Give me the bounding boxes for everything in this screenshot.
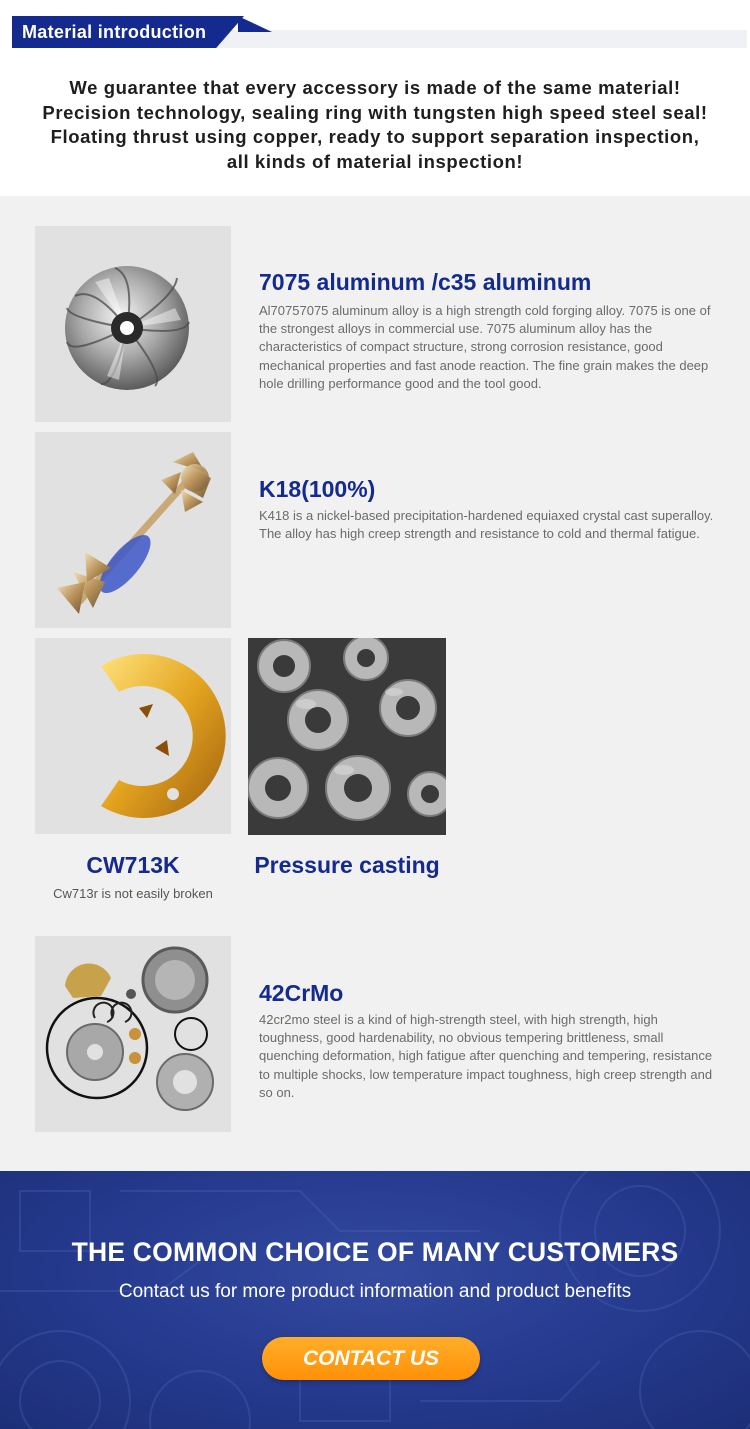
pressure-casting-image — [248, 638, 446, 835]
material-desc-7075: Al70757075 aluminum alloy is a high strength cold forging alloy. 7075 is one of the strongest alloys in commercial use. 7075 aluminum alloy has the characteristics of compact structure, strong corrosion resistance, good mechanical properties and fast anode reaction. The fine grain makes the deep hole drilling performance good and the tool good. — [259, 303, 711, 391]
contact-banner — [0, 1171, 750, 1429]
title-bar-strip — [212, 30, 747, 48]
turbine-shaft-image — [35, 432, 231, 628]
banner-title: THE COMMON CHOICE OF MANY CUSTOMERS — [71, 1237, 679, 1267]
material-title-7075: 7075 aluminum /c35 aluminum — [259, 269, 592, 295]
compressor-wheel-image — [35, 226, 231, 422]
intro-text: We guarantee that every accessory is made of the same material! Precision technology, sealing ring with tungsten high speed steel seal! Floating thrust using copper, ready to support separation inspection, all kinds of material inspection! — [42, 77, 708, 172]
contact-us-button[interactable]: CONTACT US — [262, 1337, 480, 1380]
section-title: Material introduction — [22, 22, 207, 42]
section-title-bar — [12, 16, 258, 48]
thrust-bearing-image — [35, 638, 231, 834]
material-title-k18: K18(100%) — [259, 476, 376, 502]
caption-desc-cw713k: Cw713r is not easily broken — [53, 886, 213, 901]
banner-subtitle: Contact us for more product information and product benefits — [118, 1281, 632, 1302]
material-desc-k18: K418 is a nickel-based precipitation-hardened equiaxed crystal cast superalloy. The alloy has high creep strength and resistance to cold and thermal fatigue. — [259, 508, 714, 542]
title-tag-corner — [238, 16, 272, 32]
material-desc-42crmo: 42cr2mo steel is a kind of high-strength steel, with high strength, high toughness, good hardenability, no obvious tempering brittleness, small quenching deformation, high fatigue after quenching and tempering, resistance to multiple shocks, low temperature impact toughness, high creep strength and so on. — [259, 1012, 713, 1100]
repair-kit-image — [35, 936, 231, 1132]
materials-section — [0, 196, 750, 1171]
caption-title-cw713k: CW713K — [86, 852, 180, 878]
caption-title-pressure-casting: Pressure casting — [254, 852, 440, 878]
material-intro-header — [0, 0, 750, 196]
material-title-42crmo: 42CrMo — [259, 980, 344, 1006]
